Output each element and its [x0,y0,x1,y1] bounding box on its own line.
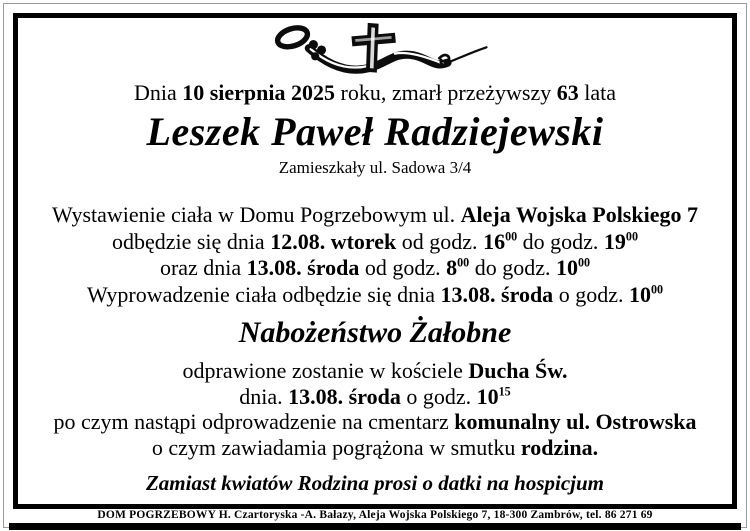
announcement-line: odbędzie się dnia 12.08. wtorek od godz. $16^{00}$ do godz. $19^{00}$ [111,228,639,254]
service-line: dnia. 13.08. środa o godz. $10^{15}$ [239,383,511,409]
footer-bar [9,523,741,530]
cross-rosary-icon [250,21,500,79]
announcement-block [18,202,732,308]
service-line: po czym nastąpi odprowadzenie na cmentarz komunalny ul. Ostrowska [53,409,697,434]
funeral-home-footer: DOM POGRZEBOWY H. Czartoryska -A. Bałazy, Aleja Wojska Polskiego 7, 18-300 Zambrów, tel. 86 271 69 [97,509,653,521]
announcement-line: Wyprowadzenie ciała odbędzie się dnia 13.08. środa o godz. $10^{00}$ [86,281,664,307]
announcement-line: oraz dnia 13.08. środa od godz. $8^{00}$ do godz. $10^{00}$ [159,255,591,280]
cross-rosary-ornament [18,21,732,79]
announcement-line: Wystawienie ciała w Domu Pogrzebowym ul. Aleja Wojska Polskiego 7 [52,202,698,227]
death-date-line: Dnia 10 sierpnia 2025 roku, zmarł przeżywszy 63 lata [133,80,617,105]
deceased-name: Leszek Paweł Radziejewski [146,109,604,154]
service-heading: Nabożeństwo Żałobne [238,316,512,349]
service-line: odprawione zostanie w kościele Ducha Św. [182,358,568,383]
service-line: o czym zawiadamia pogrążona w smutku rodzina. [151,434,599,460]
obituary-frame [13,13,737,509]
flowers-note: Zamiast kwiatów Rodzina prosi o datki na hospicjum [145,471,604,495]
residence-line: Zamieszkały ul. Sadowa 3/4 [278,158,472,177]
service-block [18,358,732,460]
